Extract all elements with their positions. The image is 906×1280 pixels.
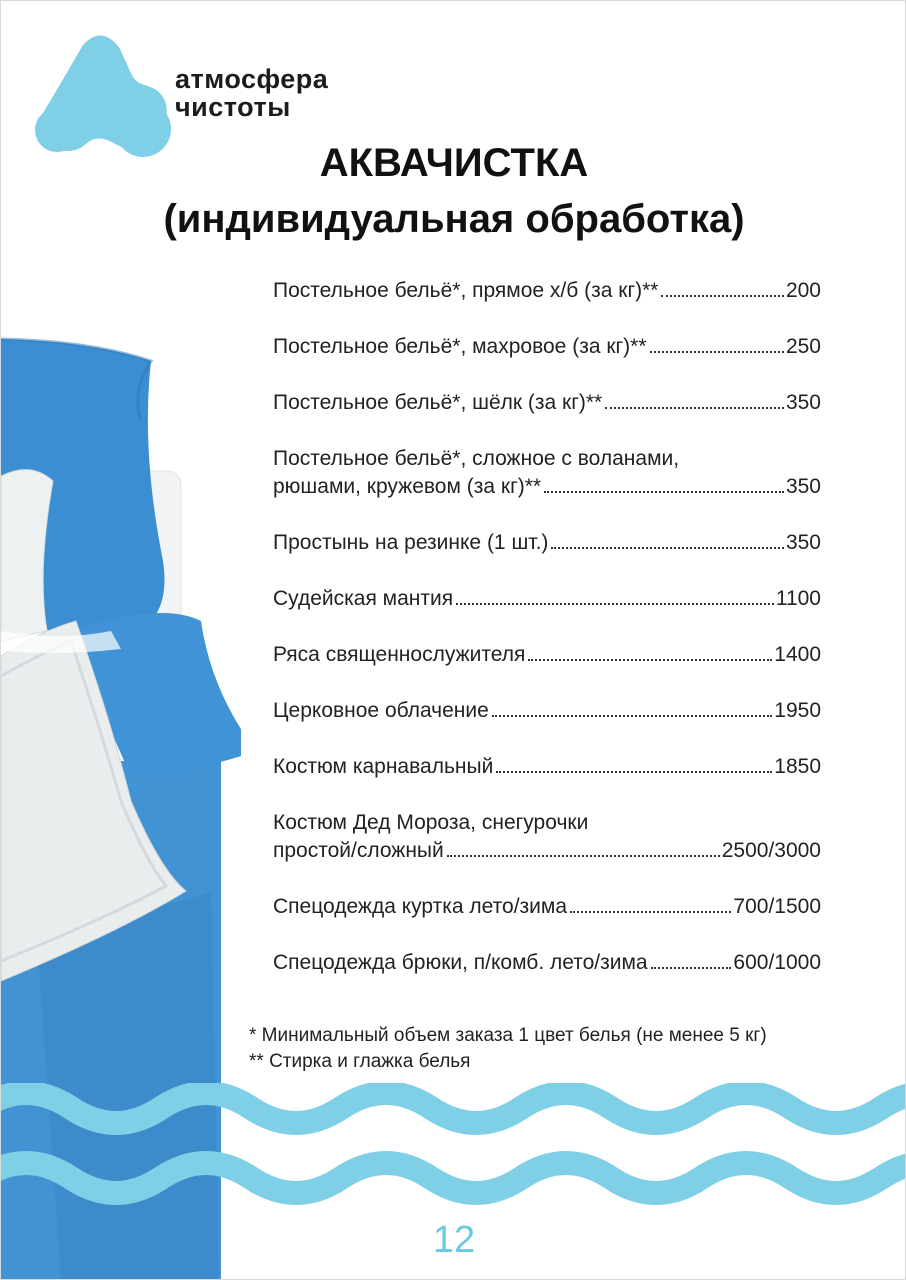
item-label: Простынь на резинке (1 шт.) — [273, 531, 549, 554]
price-item — [273, 641, 821, 669]
footnote-2: ** Стирка и глажка белья — [249, 1051, 471, 1072]
dot-leader — [651, 967, 732, 969]
logo-text-line2: чистоты — [175, 92, 291, 122]
item-label: простой/сложный — [273, 839, 444, 862]
dot-leader — [551, 547, 784, 549]
item-price: 350 — [785, 531, 821, 554]
dot-leader — [456, 603, 774, 605]
item-label: Спецодежда куртка лето/зима — [273, 895, 568, 918]
decorative-waves — [1, 1083, 906, 1213]
item-price: 2500/3000 — [721, 839, 821, 862]
item-price: 200 — [785, 279, 821, 302]
price-item — [273, 333, 821, 361]
item-price: 600/1000 — [733, 951, 821, 974]
page-subtitle: (индивидуальная обработка) — [163, 197, 745, 241]
dot-leader — [650, 351, 784, 353]
item-price: 1950 — [774, 699, 821, 722]
dot-leader — [661, 295, 784, 297]
item-label: Ряса священнослужителя — [273, 643, 526, 666]
item-price: 350 — [785, 475, 821, 498]
price-item — [273, 389, 821, 417]
item-label: Постельное бельё*, махровое (за кг)** — [273, 335, 647, 358]
item-price: 250 — [785, 335, 821, 358]
price-item — [273, 893, 821, 921]
item-label: рюшами, кружевом (за кг)** — [273, 475, 542, 498]
price-item — [273, 697, 821, 725]
price-item — [273, 753, 821, 781]
dot-leader — [528, 659, 772, 661]
item-price: 1400 — [774, 643, 821, 666]
dot-leader — [544, 491, 784, 493]
item-label: Судейская мантия — [273, 587, 454, 610]
item-price: 700/1500 — [733, 895, 821, 918]
dot-leader — [570, 911, 731, 913]
item-label: Костюм карнавальный — [273, 755, 494, 778]
dot-leader — [605, 407, 784, 409]
price-item — [273, 529, 821, 557]
price-item — [273, 809, 821, 865]
footnotes — [249, 1023, 767, 1075]
logo-mark — [35, 33, 175, 158]
page-number: 12 — [432, 1219, 476, 1261]
dot-leader — [496, 771, 772, 773]
item-price: 350 — [785, 391, 821, 414]
dot-leader — [492, 715, 772, 717]
price-item — [273, 445, 821, 501]
footnote-1: * Минимальный объем заказа 1 цвет белья (не менее 5 кг) — [249, 1025, 767, 1046]
item-label: Церковное облачение — [273, 699, 489, 722]
item-label: Постельное бельё*, шёлк (за кг)** — [273, 391, 603, 414]
item-label-line1: Костюм Дед Мороза, снегурочки — [273, 811, 589, 834]
item-price: 1850 — [774, 755, 821, 778]
price-item — [273, 585, 821, 613]
price-item — [273, 277, 821, 305]
item-label: Постельное бельё*, прямое х/б (за кг)** — [273, 279, 659, 302]
item-label-line1: Постельное бельё*, сложное с воланами, — [273, 447, 680, 470]
price-item — [273, 949, 821, 977]
dot-leader — [447, 855, 720, 857]
logo-text-line1: атмосфера — [175, 64, 329, 94]
page-title: АКВАЧИСТКА — [319, 141, 589, 185]
item-label: Спецодежда брюки, п/комб. лето/зима — [273, 951, 648, 974]
item-price: 1100 — [775, 587, 821, 610]
